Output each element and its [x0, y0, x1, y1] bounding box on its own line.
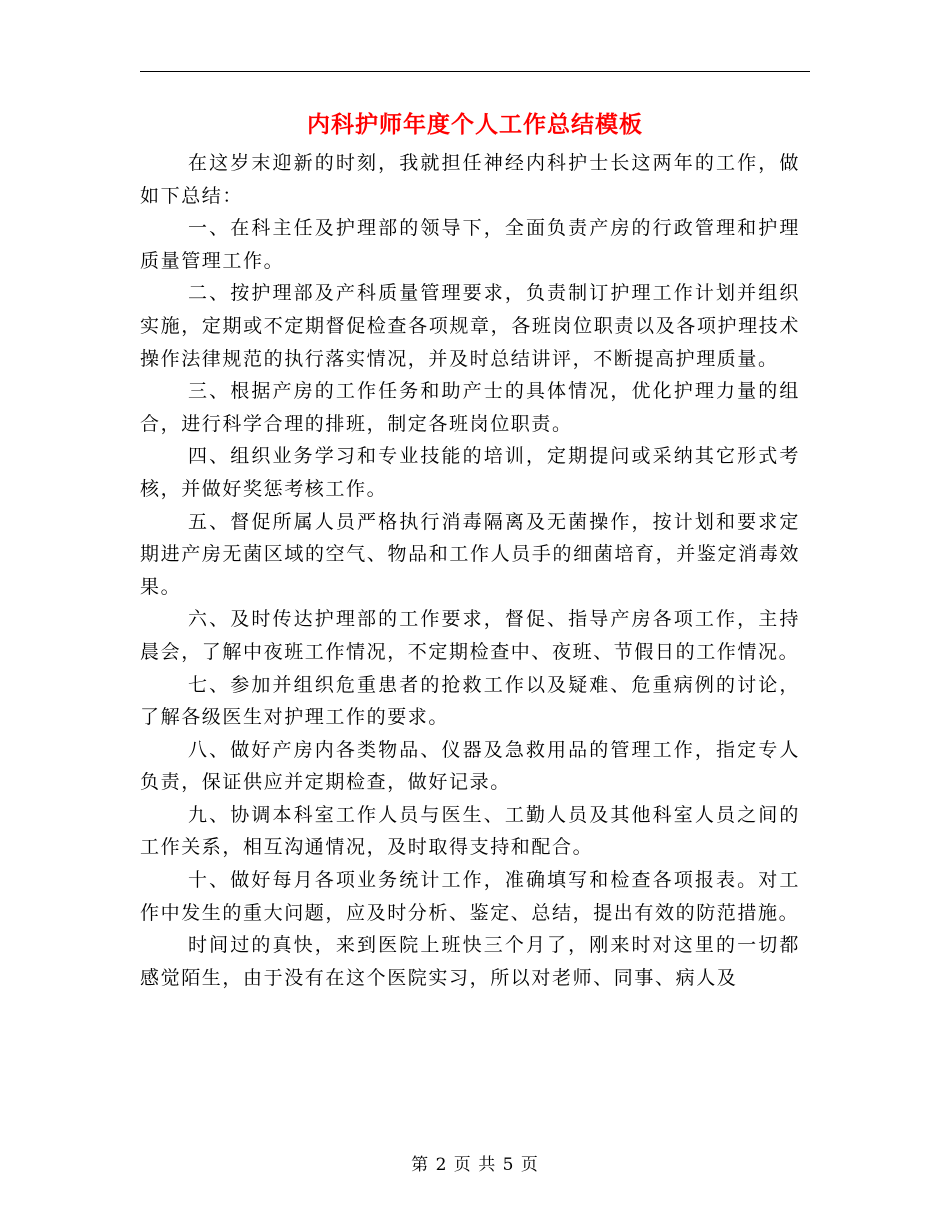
footer-current-page: 2 — [435, 1155, 448, 1175]
footer-page-middle: 页 共 — [453, 1155, 497, 1175]
footer-total-pages: 5 — [502, 1155, 515, 1175]
footer-page-prefix: 第 — [411, 1155, 430, 1175]
header-rule — [140, 71, 810, 72]
footer-page-suffix: 页 — [520, 1155, 539, 1175]
document-body — [140, 147, 800, 994]
paragraph-item-3: 三、根据产房的工作任务和助产士的具体情况，优化护理力量的组合，进行科学合理的排班，制定各班岗位职责。 — [140, 380, 800, 435]
paragraph-intro: 在这岁末迎新的时刻，我就担任神经内科护士长这两年的工作，做如下总结： — [140, 152, 800, 207]
paragraph-item-2: 二、按护理部及产科质量管理要求，负责制订护理工作计划并组织实施，定期或不定期督促检查各项规章，各班岗位职责以及各项护理技术操作法律规范的执行落实情况，并及时总结讲评，不断提高护理质量。 — [140, 282, 800, 370]
paragraph-item-8: 八、做好产房内各类物品、仪器及急救用品的管理工作，指定专人负责，保证供应并定期检查，做好记录。 — [140, 738, 800, 794]
paragraph-item-5: 五、督促所属人员严格执行消毒隔离及无菌操作，按计划和要求定期进产房无菌区域的空气、物品和工作人员手的细菌培育，并鉴定消毒效果。 — [140, 510, 800, 598]
page-number-footer — [0, 1153, 950, 1177]
paragraph-item-7: 七、参加并组织危重患者的抢救工作以及疑难、危重病例的讨论，了解各级医生对护理工作的要求。 — [140, 673, 800, 729]
paragraph-item-10: 十、做好每月各项业务统计工作，准确填写和检查各项报表。对工作中发生的重大问题，应及时分析、鉴定、总结，提出有效的防范措施。 — [140, 869, 800, 924]
document-title: 内科护师年度个人工作总结模板 — [307, 112, 643, 138]
paragraph-item-1: 一、在科主任及护理部的领导下，全面负责产房的行政管理和护理质量管理工作。 — [140, 217, 800, 272]
paragraph-item-4: 四、组织业务学习和专业技能的培训，定期提问或采纳其它形式考核，并做好奖惩考核工作。 — [140, 445, 800, 500]
paragraph-item-6: 六、及时传达护理部的工作要求，督促、指导产房各项工作，主持晨会，了解中夜班工作情况，不定期检查中、夜班、节假日的工作情况。 — [140, 608, 800, 663]
paragraph-closing: 时间过的真快，来到医院上班快三个月了，刚来时对这里的一切都感觉陌生，由于没有在这个医院实习，所以对老师、同事、病人及 — [140, 934, 800, 989]
paragraph-item-9: 九、协调本科室工作人员与医生、工勤人员及其他科室人员之间的工作关系，相互沟通情况，及时取得支持和配合。 — [140, 803, 800, 859]
